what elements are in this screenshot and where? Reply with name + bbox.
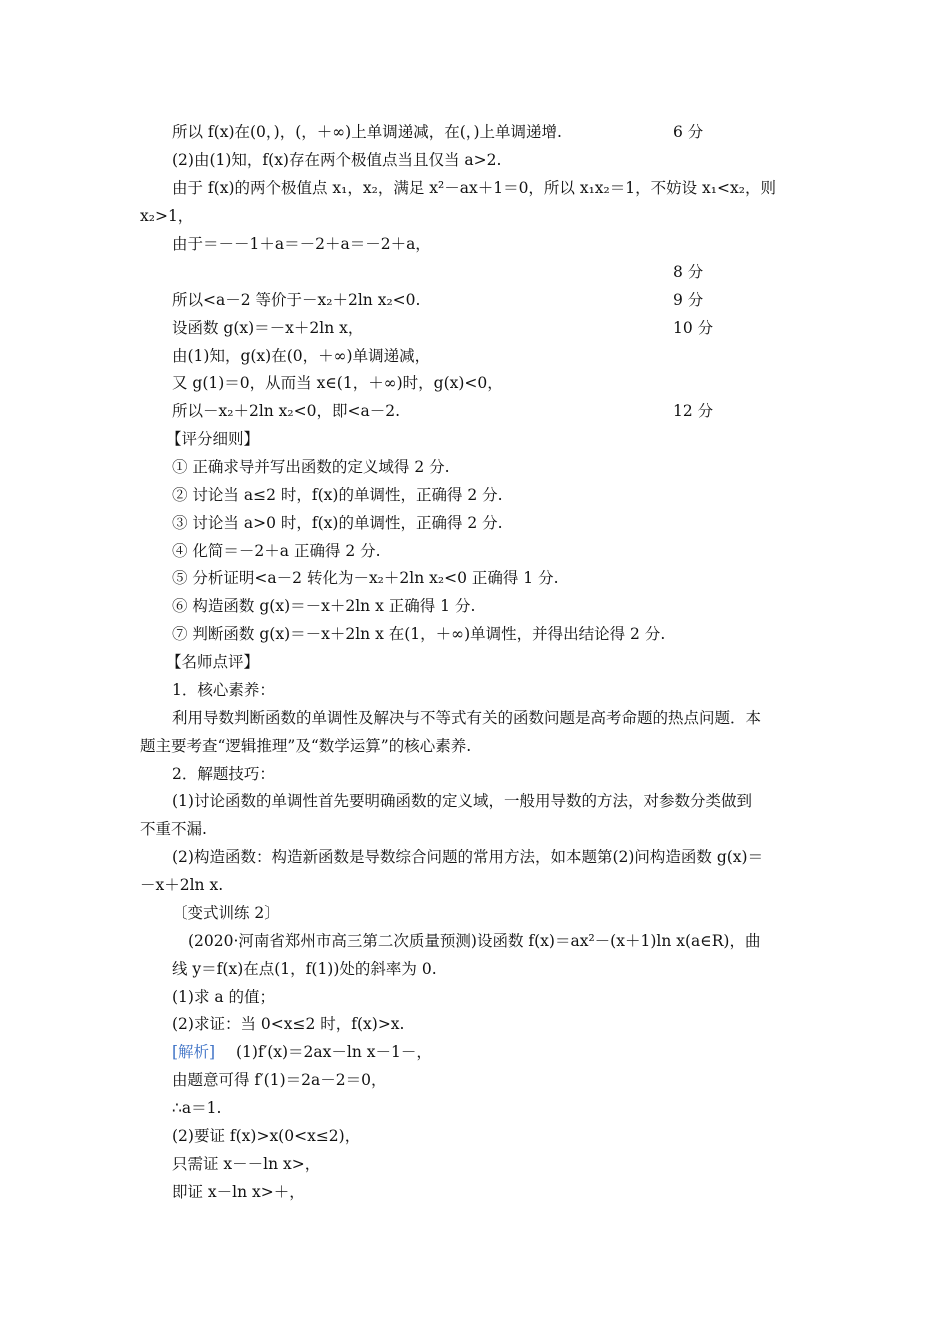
text-line: ∴a＝1. (172, 1099, 222, 1117)
section-heading: 〔变式训练 2〕 (172, 904, 280, 922)
analysis-label: [解析] (172, 1043, 216, 1061)
text-line: (1)f′(x)＝2ax－ln x－1－， (236, 1043, 432, 1061)
text-line: 由(1)知，g(x)在(0，＋∞)单调递减， (172, 347, 431, 365)
text-line: 由于 f(x)的两个极值点 x₁，x₂，满足 x²－ax＋1＝0，所以 x₁x₂＝1，不妨设 x₁<x₂，则 (172, 179, 776, 197)
text-line: ⑦ 判断函数 g(x)＝－x＋2ln x 在(1，＋∞)单调性，并得出结论得 2 分. (172, 625, 666, 643)
text-line: ① 正确求导并写出函数的定义域得 2 分. (172, 458, 450, 476)
text-line: 利用导数判断函数的单调性及解决与不等式有关的函数问题是高考命题的热点问题．本 (172, 709, 762, 727)
text-line: (2)由(1)知，f(x)存在两个极值点当且仅当 a>2. (172, 151, 502, 169)
text-line: 所以<a－2 等价于－x₂＋2ln x₂<0. (172, 291, 421, 309)
text-line: －x＋2ln x. (140, 876, 224, 894)
text-line: 不重不漏. (140, 820, 207, 838)
text-line: (1)讨论函数的单调性首先要明确函数的定义域，一般用导数的方法，对参数分类做到 (172, 792, 752, 810)
text-line: (2)求证：当 0<x≤2 时，f(x)>x. (172, 1015, 405, 1033)
text-line: ⑤ 分析证明<a－2 转化为－x₂＋2ln x₂<0 正确得 1 分. (172, 569, 559, 587)
text-line: (1)求 a 的值； (172, 988, 276, 1006)
text-line: 题主要考查“逻辑推理”及“数学运算”的核心素养. (140, 737, 472, 755)
section-heading: 【评分细则】 (166, 430, 260, 448)
text-line: 所以 f(x)在(0，)，(，＋∞)上单调递减，在(，)上单调递增. (172, 123, 562, 141)
text-line: ④ 化简＝－2＋a 正确得 2 分. (172, 542, 381, 560)
text-line: 又 g(1)＝0，从而当 x∈(1，＋∞)时，g(x)<0， (172, 374, 503, 392)
text-line: 线 y＝f(x)在点(1，f(1))处的斜率为 0. (172, 960, 437, 978)
section-heading: 【名师点评】 (166, 653, 260, 671)
text-line: 由题意可得 f′(1)＝2a－2＝0， (172, 1071, 387, 1089)
text-line: ② 讨论当 a≤2 时，f(x)的单调性，正确得 2 分. (172, 486, 503, 504)
text-line: 由于＝－－1＋a＝－2＋a＝－2＋a， (172, 235, 431, 253)
text-line: 即证 x－ln x>＋， (172, 1183, 305, 1201)
score-mark: 9 分 (673, 291, 704, 309)
text-line: 1．核心素养： (172, 681, 275, 699)
text-line: 2．解题技巧： (172, 765, 275, 783)
text-line: 只需证 x－－ln x>， (172, 1155, 321, 1173)
score-mark: 8 分 (673, 263, 704, 281)
score-mark: 6 分 (673, 123, 704, 141)
text-line: (2)要证 f(x)>x(0<x≤2)， (172, 1127, 361, 1145)
text-line: (2)构造函数：构造新函数是导数综合问题的常用方法，如本题第(2)问构造函数 g(x)＝ (172, 848, 764, 866)
score-mark: 10 分 (673, 319, 714, 337)
text-line: (2020·河南省郑州市高三第二次质量预测)设函数 f(x)＝ax²－(x＋1)ln x(a∈R)，曲 (188, 932, 761, 950)
text-line: ③ 讨论当 a>0 时，f(x)的单调性，正确得 2 分. (172, 514, 503, 532)
score-mark: 12 分 (673, 402, 714, 420)
text-line: x₂>1， (140, 207, 194, 225)
text-line: 设函数 g(x)＝－x＋2ln x， (172, 319, 364, 337)
text-line: 所以－x₂＋2ln x₂<0，即<a－2. (172, 402, 401, 420)
text-line: ⑥ 构造函数 g(x)＝－x＋2ln x 正确得 1 分. (172, 597, 476, 615)
